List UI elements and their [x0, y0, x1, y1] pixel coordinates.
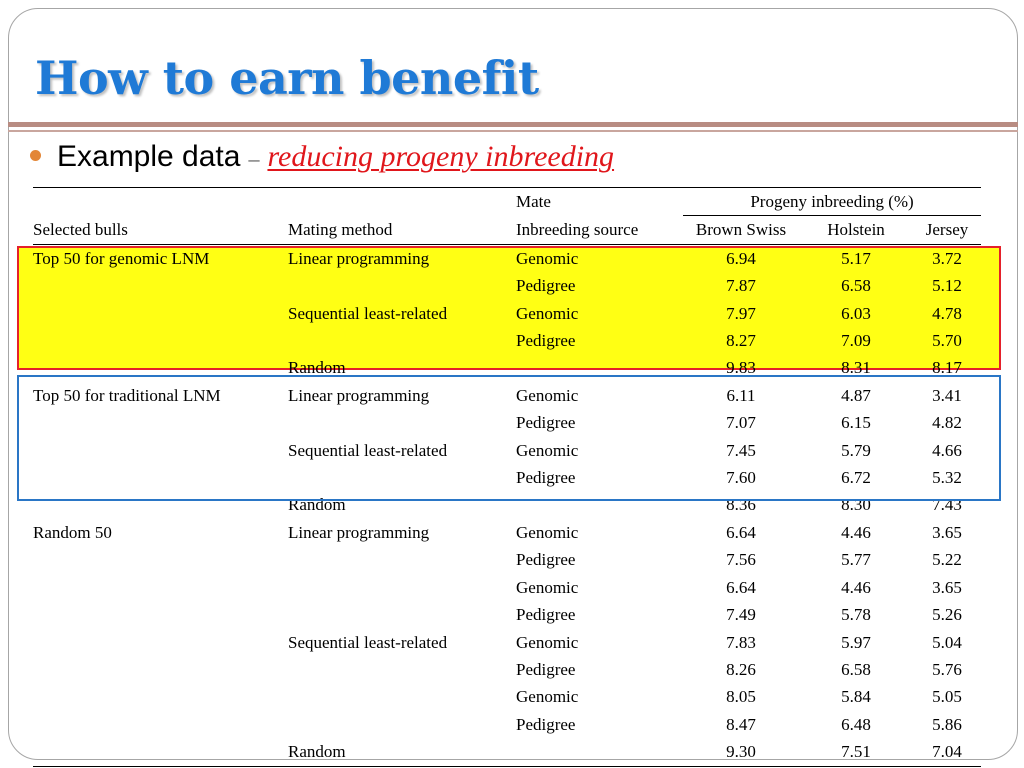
cell-selected-bulls: Top 50 for traditional LNM [33, 385, 221, 405]
cell-holstein: 4.46 [841, 522, 871, 542]
cell-holstein: 7.09 [841, 331, 871, 351]
cell-holstein: 6.72 [841, 468, 871, 488]
table-row [33, 574, 981, 601]
cell-holstein: 5.77 [841, 550, 871, 570]
cell-brown-swiss: 8.36 [726, 495, 756, 515]
cell-jersey: 4.82 [932, 413, 962, 433]
cell-mating-method: Random [288, 495, 346, 515]
cell-holstein: 4.87 [841, 385, 871, 405]
header-mate: Mate [516, 188, 683, 216]
cell-jersey: 5.22 [932, 550, 962, 570]
cell-brown-swiss: 7.60 [726, 468, 756, 488]
cell-selected-bulls [33, 711, 288, 738]
table-row [33, 327, 981, 354]
cell-brown-swiss: 7.07 [726, 413, 756, 433]
cell-mating-method [288, 683, 516, 710]
table-row [33, 601, 981, 628]
cell-jersey: 4.66 [932, 440, 962, 460]
highlight-traditional-lnm [17, 375, 1001, 501]
header-blank [288, 188, 516, 216]
cell-selected-bulls [33, 272, 288, 299]
cell-brown-swiss: 8.27 [726, 331, 756, 351]
cell-inbreeding-source: Genomic [516, 303, 579, 323]
table-header-row-1 [33, 188, 981, 216]
cell-brown-swiss: 6.94 [726, 248, 756, 268]
header-blank [33, 188, 288, 216]
cell-jersey: 3.72 [932, 248, 962, 268]
cell-brown-swiss: 9.83 [726, 358, 756, 378]
cell-inbreeding-source: Pedigree [516, 550, 576, 570]
cell-brown-swiss: 7.97 [726, 303, 756, 323]
cell-inbreeding-source: Genomic [516, 440, 579, 460]
cell-selected-bulls [33, 574, 288, 601]
cell-jersey: 8.17 [932, 358, 962, 378]
cell-selected-bulls [33, 683, 288, 710]
cell-mating-method: Linear programming [288, 522, 430, 542]
cell-brown-swiss: 7.87 [726, 276, 756, 296]
cell-brown-swiss: 6.11 [726, 385, 756, 405]
cell-jersey: 5.32 [932, 468, 962, 488]
bullet-dot-icon [30, 150, 41, 161]
table-row [33, 629, 981, 656]
cell-inbreeding-source: Genomic [516, 577, 579, 597]
cell-brown-swiss: 8.26 [726, 659, 756, 679]
cell-jersey: 5.86 [932, 714, 962, 734]
header-holstein: Holstein [799, 216, 913, 244]
cell-mating-method: Sequential least-related [288, 303, 448, 323]
cell-holstein: 5.97 [841, 632, 871, 652]
slide-title: How to earn benefit [35, 51, 539, 105]
cell-inbreeding-source: Pedigree [516, 659, 576, 679]
header-jersey: Jersey [913, 216, 981, 244]
cell-brown-swiss: 8.05 [726, 687, 756, 707]
cell-jersey: 3.41 [932, 385, 962, 405]
cell-jersey: 5.70 [932, 331, 962, 351]
title-divider [8, 122, 1018, 127]
cell-brown-swiss: 6.64 [726, 522, 756, 542]
cell-jersey: 5.04 [932, 632, 962, 652]
cell-brown-swiss: 7.83 [726, 632, 756, 652]
cell-inbreeding-source: Pedigree [516, 413, 576, 433]
cell-inbreeding-source [516, 738, 683, 766]
table-row [33, 738, 981, 766]
cell-inbreeding-source: Pedigree [516, 468, 576, 488]
cell-mating-method [288, 272, 516, 299]
header-brown-swiss: Brown Swiss [683, 216, 799, 244]
table-header-row-2 [33, 216, 981, 244]
cell-selected-bulls [33, 656, 288, 683]
bullet-example-data [30, 140, 614, 180]
cell-selected-bulls [33, 601, 288, 628]
cell-selected-bulls [33, 629, 288, 656]
cell-jersey: 4.78 [932, 303, 962, 323]
cell-inbreeding-source: Genomic [516, 248, 579, 268]
cell-mating-method: Sequential least-related [288, 632, 448, 652]
cell-jersey: 7.04 [913, 738, 981, 766]
cell-holstein: 6.58 [841, 659, 871, 679]
cell-brown-swiss: 7.49 [726, 605, 756, 625]
cell-selected-bulls: Top 50 for genomic LNM [33, 248, 210, 268]
cell-mating-method [288, 546, 516, 573]
cell-mating-method [288, 574, 516, 601]
cell-mating-method: Random [288, 358, 346, 378]
table-row [33, 683, 981, 710]
cell-mating-method: Linear programming [288, 385, 430, 405]
cell-brown-swiss: 7.56 [726, 550, 756, 570]
cell-inbreeding-source: Pedigree [516, 276, 576, 296]
cell-selected-bulls: Random 50 [33, 522, 112, 542]
header-progeny-inbreeding: Progeny inbreeding (%) [683, 188, 981, 216]
cell-inbreeding-source: Genomic [516, 632, 579, 652]
cell-selected-bulls [33, 546, 288, 573]
cell-inbreeding-source: Genomic [516, 385, 579, 405]
table-row [33, 519, 981, 546]
cell-mating-method [288, 327, 516, 354]
cell-jersey: 5.76 [932, 659, 962, 679]
cell-brown-swiss: 7.45 [726, 440, 756, 460]
cell-holstein: 7.51 [799, 738, 913, 766]
cell-jersey: 7.43 [932, 495, 962, 515]
cell-brown-swiss: 6.64 [726, 577, 756, 597]
bullet-lead-text: Example data [57, 140, 241, 173]
cell-holstein: 5.79 [841, 440, 871, 460]
table-row [33, 300, 981, 327]
table-row [33, 244, 981, 272]
cell-selected-bulls [33, 738, 288, 766]
cell-jersey: 5.05 [932, 687, 962, 707]
cell-brown-swiss: 9.30 [683, 738, 799, 766]
cell-jersey: 3.65 [932, 522, 962, 542]
bullet-dash: – [248, 146, 260, 171]
cell-holstein: 5.84 [841, 687, 871, 707]
cell-holstein: 6.48 [841, 714, 871, 734]
header-mating-method: Mating method [288, 216, 516, 244]
cell-mating-method [288, 656, 516, 683]
cell-holstein: 4.46 [841, 577, 871, 597]
cell-mating-method: Linear programming [288, 248, 430, 268]
cell-jersey: 3.65 [932, 577, 962, 597]
cell-inbreeding-source: Genomic [516, 522, 579, 542]
table-row [33, 656, 981, 683]
cell-mating-method [288, 601, 516, 628]
cell-jersey: 5.12 [932, 276, 962, 296]
table-row [33, 546, 981, 573]
cell-inbreeding-source: Pedigree [516, 605, 576, 625]
cell-selected-bulls [33, 300, 288, 327]
header-selected-bulls: Selected bulls [33, 216, 288, 244]
cell-holstein: 8.31 [841, 358, 871, 378]
cell-inbreeding-source: Pedigree [516, 714, 576, 734]
cell-mating-method: Sequential least-related [288, 440, 448, 460]
cell-jersey: 5.26 [932, 605, 962, 625]
bullet-emphasis-text: reducing progeny inbreeding [267, 140, 615, 173]
cell-mating-method: Random [288, 738, 516, 766]
cell-holstein: 5.78 [841, 605, 871, 625]
table-row [33, 711, 981, 738]
cell-brown-swiss: 8.47 [726, 714, 756, 734]
table-row [33, 272, 981, 299]
cell-holstein: 8.30 [841, 495, 871, 515]
title-divider-thin [8, 130, 1018, 132]
cell-holstein: 6.03 [841, 303, 871, 323]
cell-selected-bulls [33, 327, 288, 354]
cell-holstein: 6.58 [841, 276, 871, 296]
cell-holstein: 6.15 [841, 413, 871, 433]
cell-holstein: 5.17 [841, 248, 871, 268]
cell-inbreeding-source: Genomic [516, 687, 579, 707]
cell-inbreeding-source: Pedigree [516, 331, 576, 351]
cell-mating-method [288, 711, 516, 738]
header-inbreeding-source: Inbreeding source [516, 216, 683, 244]
